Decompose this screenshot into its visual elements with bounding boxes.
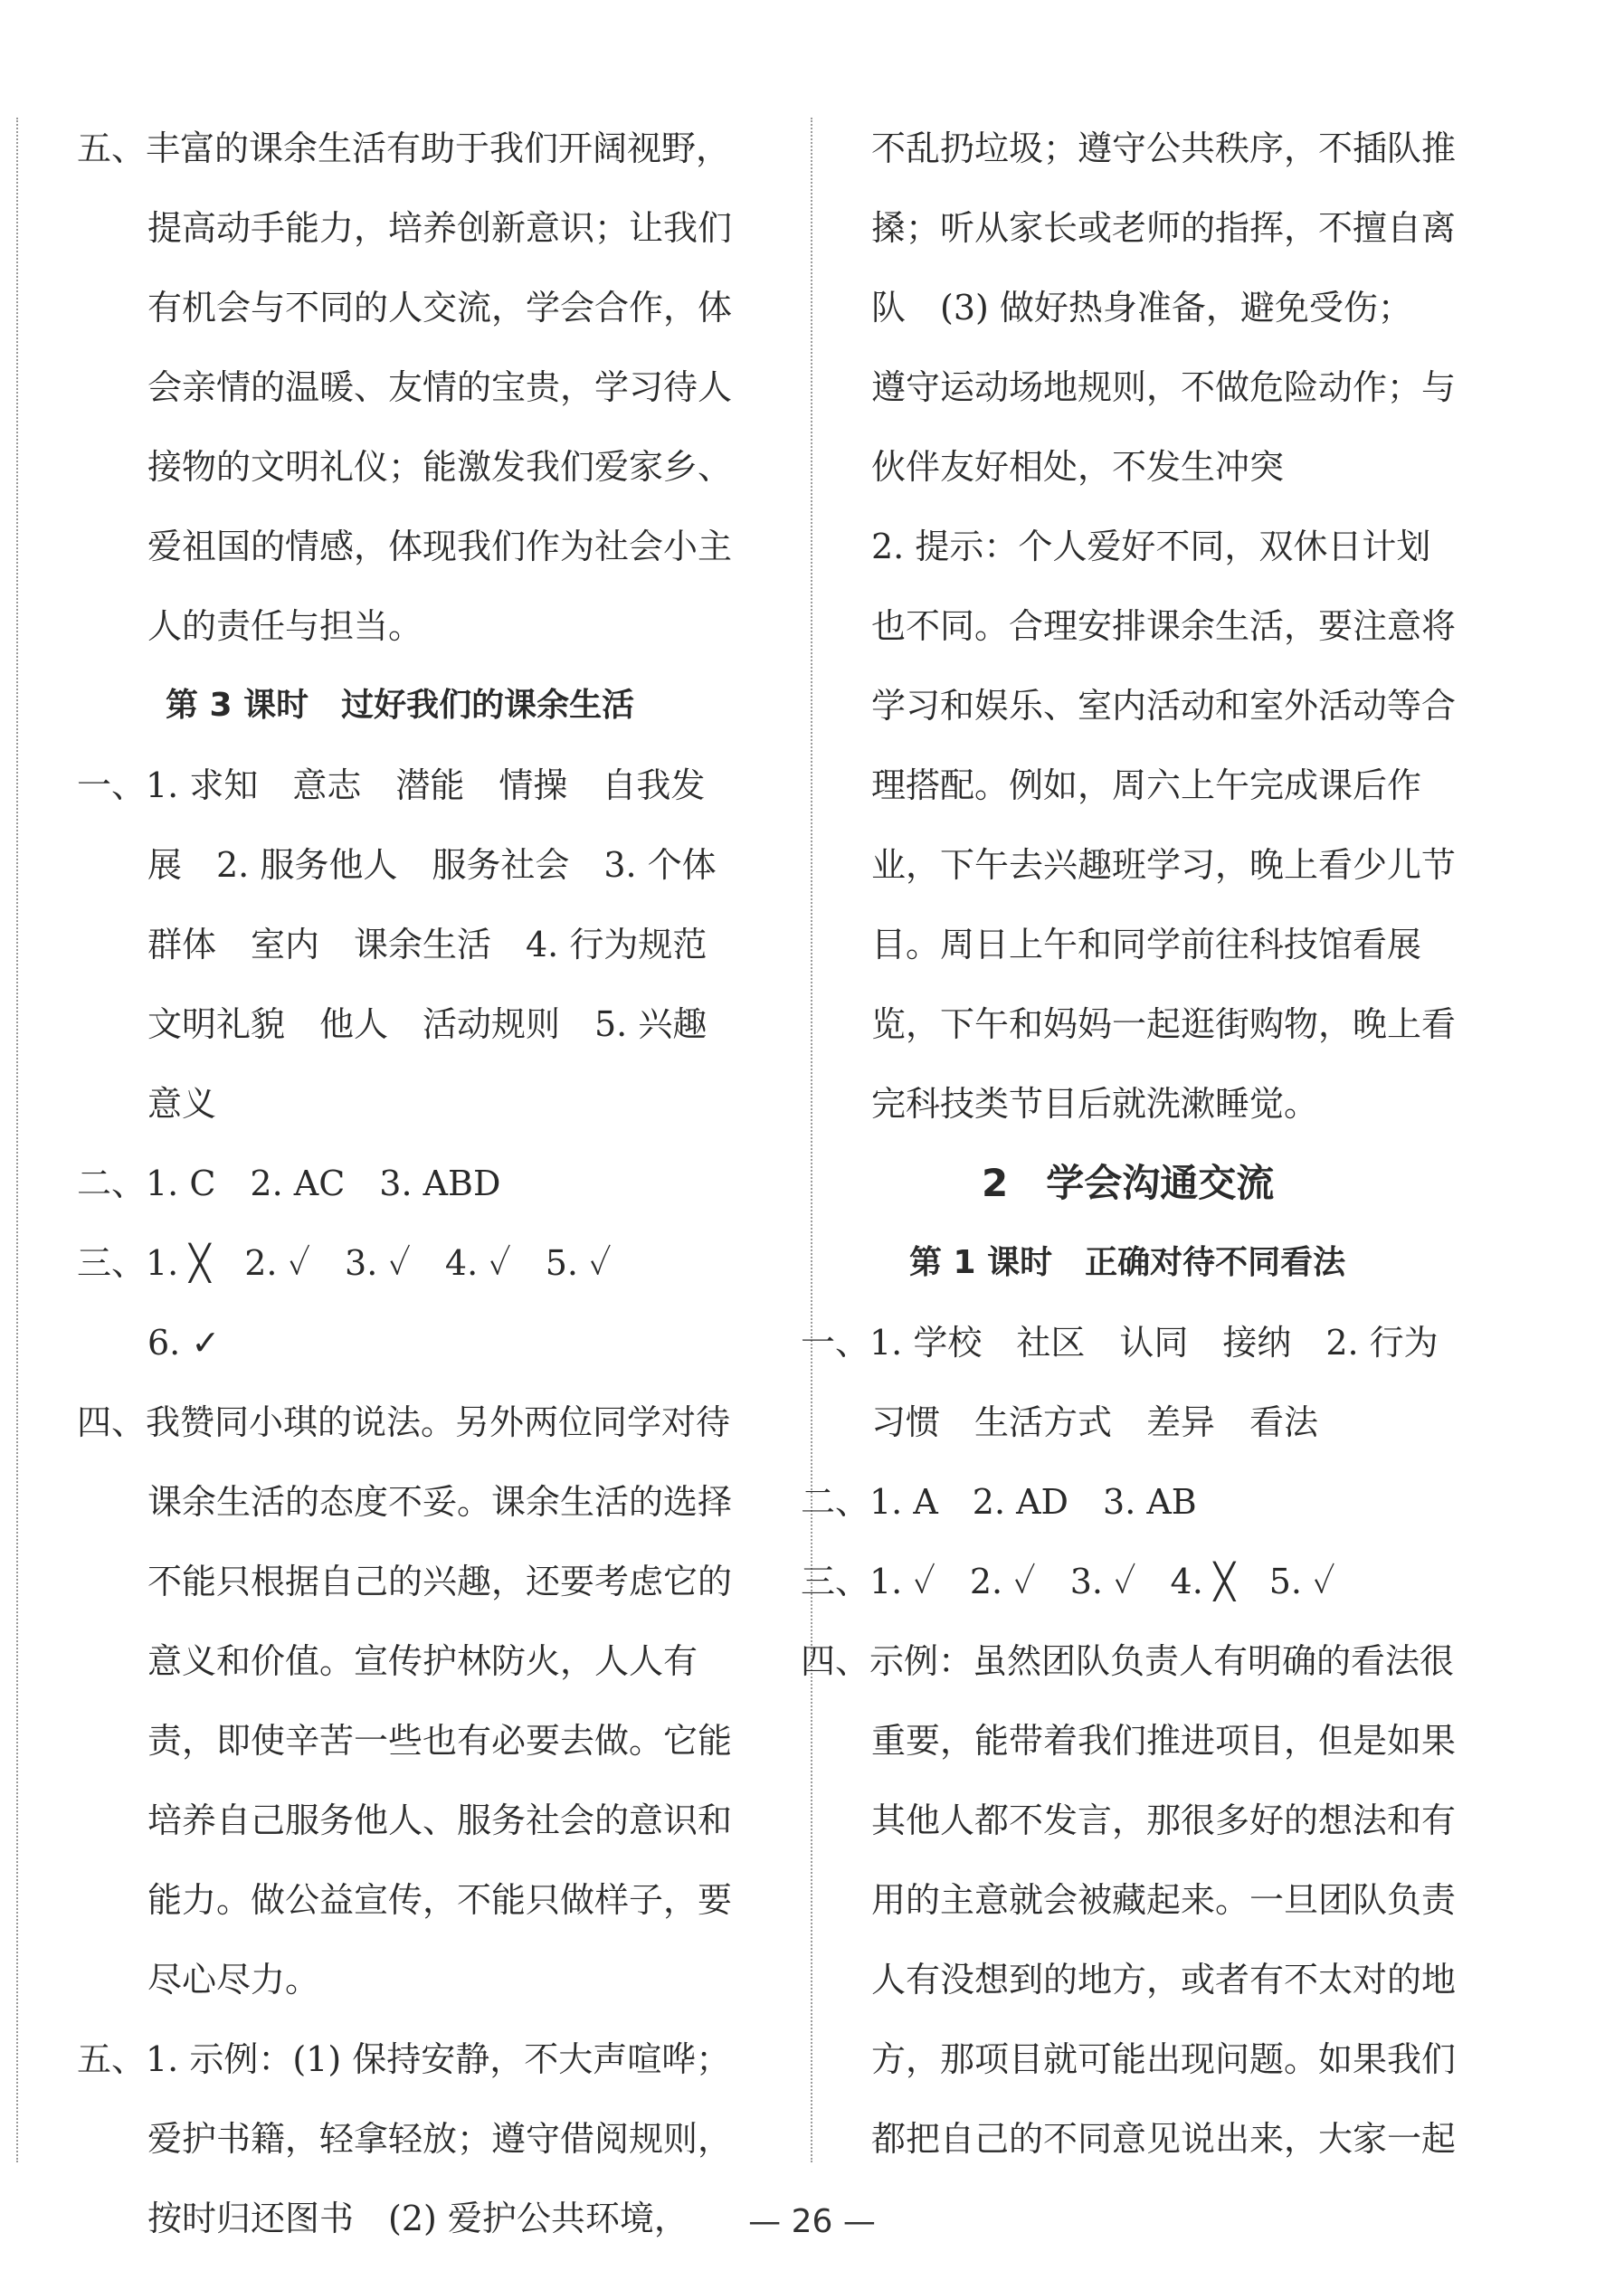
answer-line: 习惯 生活方式 差异 看法 xyxy=(871,1402,1319,1442)
answer-line: 也不同。合理安排课余生活，要注意将 xyxy=(871,606,1457,646)
answer-line: 完科技类节目后就洗漱睡觉。 xyxy=(871,1084,1319,1124)
right-column xyxy=(801,109,1524,2179)
answer-line: 展 2. 服务他人 服务社会 3. 个体 xyxy=(147,845,717,885)
answer-line: 三、1. ╳ 2. ✓ 3. ✓ 4. ✓ 5. ✓ xyxy=(77,1243,612,1283)
answer-line: 不能只根据自己的兴趣，还要考虑它的 xyxy=(147,1562,733,1601)
answer-line: 队 (3) 做好热身准备，避免受伤； xyxy=(871,288,1412,328)
answer-line: 按时归还图书 (2) 爱护公共环境， xyxy=(147,2199,689,2238)
answer-line: 五、丰富的课余生活有助于我们开阔视野， xyxy=(77,128,731,168)
answer-line: 人有没想到的地方，或者有不太对的地 xyxy=(871,1960,1457,2000)
answer-line: 四、我赞同小琪的说法。另外两位同学对待 xyxy=(77,1402,731,1442)
answer-line: 理搭配。例如，周六上午完成课后作 xyxy=(871,765,1422,805)
answer-line: 重要，能带着我们推进项目，但是如果 xyxy=(871,1721,1457,1761)
answer-line: 五、1. 示例：(1) 保持安静，不大声喧哗； xyxy=(77,2039,731,2079)
answer-line: 四、示例：虽然团队负责人有明确的看法很 xyxy=(801,1641,1455,1681)
answer-line: 二、1. C 2. AC 3. ABD xyxy=(77,1164,501,1203)
answer-line: 文明礼貌 他人 活动规则 5. 兴趣 xyxy=(147,1004,708,1044)
answer-line: 伙伴友好相处，不发生冲突 xyxy=(871,447,1285,487)
answer-line: 课余生活的态度不妥。课余生活的选择 xyxy=(147,1482,733,1522)
answer-line: 2. 提示：个人爱好不同，双休日计划 xyxy=(871,527,1431,566)
answer-line: 会亲情的温暖、友情的宝贵，学习待人 xyxy=(147,367,733,407)
answer-line: 群体 室内 课余生活 4. 行为规范 xyxy=(147,925,708,964)
answer-line: 二、1. A 2. AD 3. AB xyxy=(801,1482,1197,1522)
lesson-heading: 第 1 课时 正确对待不同看法 xyxy=(909,1244,1346,1281)
answer-line: 爱祖国的情感，体现我们作为社会小主 xyxy=(147,527,733,566)
answer-line: 人的责任与担当。 xyxy=(147,606,423,646)
answer-line: 接物的文明礼仪；能激发我们爱家乡、 xyxy=(147,447,733,487)
answer-line: 意义 xyxy=(147,1084,217,1124)
answer-line: 一、1. 学校 社区 认同 接纳 2. 行为 xyxy=(801,1323,1439,1363)
answer-line: 目。周日上午和同学前往科技馆看展 xyxy=(871,925,1422,964)
answer-line: 爱护书籍，轻拿轻放；遵守借阅规则， xyxy=(147,2119,733,2159)
answer-line: 览，下午和妈妈一起逛街购物，晚上看 xyxy=(871,1004,1457,1044)
answer-line: 意义和价值。宣传护林防火，人人有 xyxy=(147,1641,698,1681)
answer-line: 遵守运动场地规则，不做危险动作；与 xyxy=(871,367,1457,407)
answer-line: 搡；听从家长或老师的指挥，不擅自离 xyxy=(871,208,1457,248)
answer-line: 有机会与不同的人交流，学会合作，体 xyxy=(147,288,733,328)
answer-line: 提高动手能力，培养创新意识；让我们 xyxy=(147,208,733,248)
answer-line: 6. ✓ xyxy=(147,1323,221,1363)
answer-line: 不乱扔垃圾；遵守公共秩序，不插队推 xyxy=(871,128,1457,168)
answer-line: 培养自己服务他人、服务社会的意识和 xyxy=(147,1800,733,1840)
left-column xyxy=(77,109,774,2258)
answer-line: 用的主意就会被藏起来。一旦团队负责 xyxy=(871,1880,1457,1920)
answer-line: 业，下午去兴趣班学习，晚上看少儿节 xyxy=(871,845,1457,885)
page-number: — 26 — xyxy=(748,2203,876,2240)
left-margin-rule xyxy=(16,118,18,2162)
unit-heading: 2 学会沟通交流 xyxy=(982,1161,1275,1205)
answer-line: 能力。做公益宣传，不能只做样子，要 xyxy=(147,1880,733,1920)
answer-line: 学习和娱乐、室内活动和室外活动等合 xyxy=(871,686,1457,726)
answer-line: 都把自己的不同意见说出来，大家一起 xyxy=(871,2119,1457,2159)
answer-line: 责，即使辛苦一些也有必要去做。它能 xyxy=(147,1721,733,1761)
answer-line: 其他人都不发言，那很多好的想法和有 xyxy=(871,1800,1457,1840)
answer-line: 三、1. ✓ 2. ✓ 3. ✓ 4. ╳ 5. ✓ xyxy=(801,1562,1335,1601)
answer-line: 尽心尽力。 xyxy=(147,1960,320,2000)
answer-line: 一、1. 求知 意志 潜能 情操 自我发 xyxy=(77,765,706,805)
answer-line: 方，那项目就可能出现问题。如果我们 xyxy=(871,2039,1457,2079)
lesson-heading: 第 3 课时 过好我们的课余生活 xyxy=(166,687,635,724)
